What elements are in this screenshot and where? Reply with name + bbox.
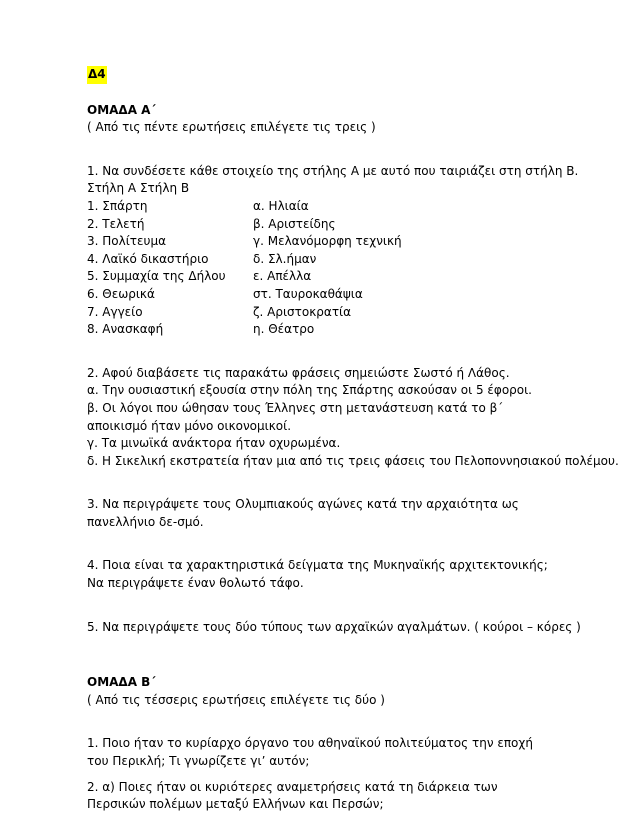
header-tag: Δ4 <box>87 66 107 84</box>
matching-row <box>87 216 557 234</box>
group-a-instruction: ( Από τις πέντε ερωτήσεις επιλέγετε τις τρεις ) <box>87 120 376 135</box>
column-b-item: η. Θέατρο <box>253 322 315 337</box>
matching-table <box>87 198 557 339</box>
column-a-item: 3. Πολίτευμα <box>87 234 166 249</box>
group-a-title: ΟΜΑΔΑ Α΄ <box>87 102 156 117</box>
column-a-item: 6. Θεωρικά <box>87 286 155 301</box>
question-a2-item: δ. Η Σικελική εκστρατεία ήταν μια από τις τρεις φάσεις του Πελοποννησιακού πολέμου. <box>87 453 619 468</box>
column-a-item: 1. Σπάρτη <box>87 198 148 213</box>
column-b-item: ε. Απέλλα <box>253 269 312 284</box>
matching-row <box>87 251 557 269</box>
group-b-instruction: ( Από τις τέσσερις ερωτήσεις επιλέγετε τις δύο ) <box>87 692 385 707</box>
column-b-item: γ. Μελανόμορφη τεχνική <box>253 234 402 249</box>
column-a-item: 2. Τελετή <box>87 216 145 231</box>
group-b-title: ΟΜΑΔΑ Β΄ <box>87 675 156 690</box>
column-a-item: 4. Λαϊκό δικαστήριο <box>87 251 209 266</box>
question-b2: 2. α) Ποιες ήταν οι κυριότερες αναμετρήσεις κατά τη διάρκεια των Περσικών πολέμων μεταξύ Ελλήνων και Περσών; <box>87 779 498 812</box>
column-a-item: 7. Αγγείο <box>87 304 143 319</box>
question-b1: 1. Ποιο ήταν το κυρίαρχο όργανο του αθηναϊκού πολιτεύματος την εποχή του Περικλή; Τι γνωρίζετε γι’ αυτόν; <box>87 736 533 769</box>
question-a3: 3. Να περιγράψετε τους Ολυμπιακούς αγώνες κατά την αρχαιότητα ως πανελλήνιο δε-σμό. <box>87 497 519 529</box>
column-b-item: στ. Ταυροκαθάψια <box>253 286 363 301</box>
question-a2-item: α. Την ουσιαστική εξουσία στην πόλη της Σπάρτης ασκούσαν οι 5 έφοροι. <box>87 383 532 398</box>
question-a4: 4. Ποια είναι τα χαρακτηριστικά δείγματα της Μυκηναϊκής αρχιτεκτονικής; Να περιγράψετε έναν θολωτό τάφο. <box>87 558 548 591</box>
matching-row <box>87 286 557 304</box>
matching-row <box>87 321 557 339</box>
question-a1-columns-header: Στήλη Α Στήλη Β <box>87 181 190 196</box>
question-a1-prompt: 1. Να συνδέσετε κάθε στοιχείο της στήλης Α με αυτό που ταιριάζει στη στήλη Β. <box>87 163 579 178</box>
document-page <box>87 66 619 814</box>
column-a-item: 8. Ανασκαφή <box>87 322 164 337</box>
matching-row <box>87 198 557 216</box>
matching-row <box>87 233 557 251</box>
column-b-item: β. Αριστείδης <box>253 216 336 231</box>
matching-row <box>87 304 557 322</box>
question-a5: 5. Να περιγράψετε τους δύο τύπους των αρχαϊκών αγαλμάτων. ( κούροι – κόρες ) <box>87 619 581 634</box>
question-a2-item: β. Οι λόγοι που ώθησαν τους Έλληνες στη μετανάστευση κατά το β΄ αποικισμό ήταν μόνο οικονομικοί. <box>87 400 504 433</box>
matching-row <box>87 268 557 286</box>
question-a2-prompt: 2. Αφού διαβάσετε τις παρακάτω φράσεις σημειώστε Σωστό ή Λάθος. <box>87 365 510 380</box>
column-a-item: 5. Συμμαχία της Δήλου <box>87 269 226 284</box>
header-tag-line <box>87 66 557 84</box>
column-b-item: ζ. Αριστοκρατία <box>253 304 352 319</box>
column-b-item: δ. Σλ.ήμαν <box>253 251 317 266</box>
question-a2-item: γ. Τα μινωϊκά ανάκτορα ήταν οχυρωμένα. <box>87 436 341 451</box>
column-b-item: α. Ηλιαία <box>253 198 309 213</box>
